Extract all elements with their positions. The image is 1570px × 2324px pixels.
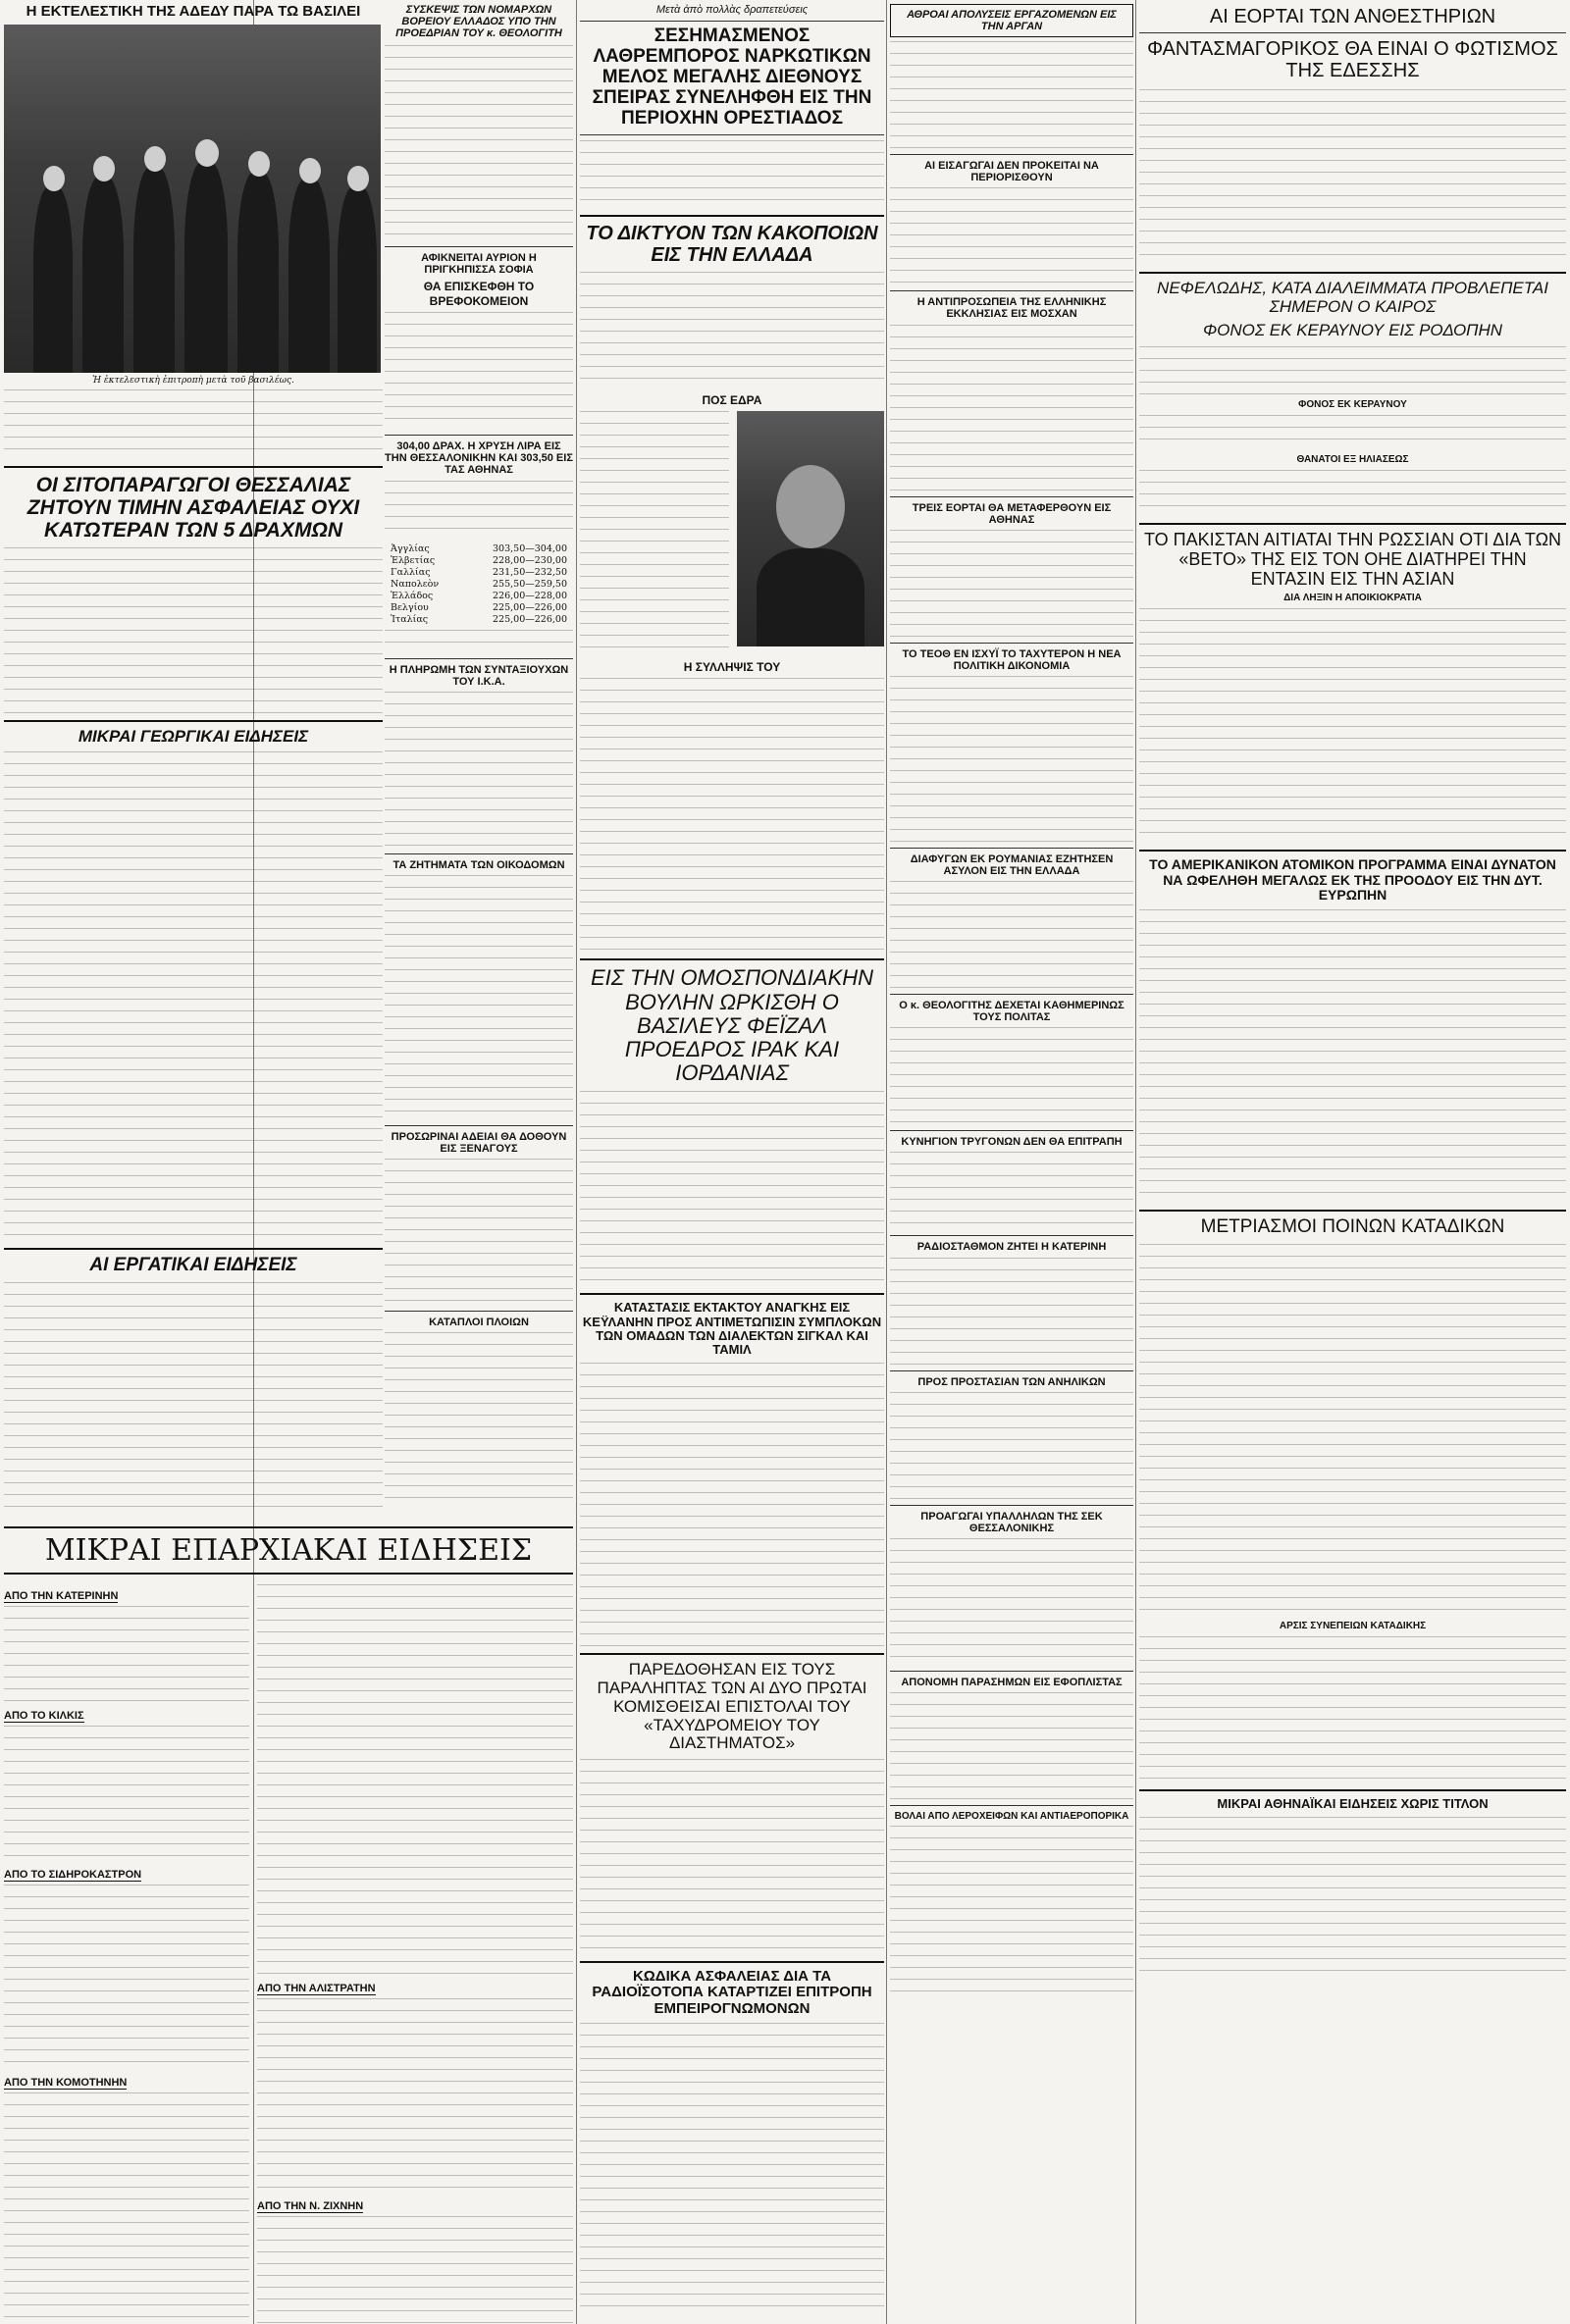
headline: ΚΩΔΙΚΑ ΑΣΦΑΛΕΙΑΣ ΔΙΑ ΤΑ ΡΑΔΙΟΪΣΟΤΟΠΑ ΚΑΤΑΡΤΙΖΕΙ ΕΠΙΤΡΟΠΗ ΕΜΠΕΙΡΟΓΝΩΜΟΝΩΝ bbox=[592, 1967, 872, 2017]
kicker: Μετὰ ἀπὸ πολλὰς δραπετεύσεις bbox=[655, 4, 809, 16]
currency-name: Ἑλλάδος bbox=[391, 590, 434, 601]
gold-price-row bbox=[391, 591, 567, 602]
headline: ΠΡΟΣ ΠΡΟΣΤΑΣΙΑΝ ΤΩΝ ΑΝΗΛΙΚΩΝ bbox=[917, 1375, 1106, 1388]
headline: ΤΡΕΙΣ ΕΟΡΤΑΙ ΘΑ ΜΕΤΑΦΕΡΘΟΥΝ ΕΙΣ ΑΘΗΝΑΣ bbox=[912, 501, 1112, 526]
headline: ΣΕΣΗΜΑΣΜΕΝΟΣ ΛΑΘΡΕΜΠΟΡΟΣ ΝΑΡΚΩΤΙΚΩΝ ΜΕΛΟΣ ΜΕΓΑΛΗΣ ΔΙΕΘΝΟΥΣ ΣΠΕΙΡΑΣ ΣΥΝΕΛΗΦΘΗ ΕΙΣ ΤΗΝ ΠΕΡΙΟΧΗΝ ΟΡΕΣΤΙΑΔΟΣ bbox=[592, 26, 872, 129]
provincial-news bbox=[4, 1521, 573, 1580]
currency-price: 225,00—226,00 bbox=[493, 601, 567, 613]
headline: Η ΕΚΤΕΛΕΣΤΙΚΗ ΤΗΣ ΑΔΕΔΥ ΠΑΡΑ ΤΩ ΒΑΣΙΛΕΙ bbox=[26, 3, 361, 20]
headline: ΜΙΚΡΑΙ ΑΘΗΝΑΪΚΑΙ ΕΙΔΗΣΕΙΣ ΧΩΡΙΣ ΤΙΤΛΟΝ bbox=[1217, 1795, 1489, 1811]
currency-price: 303,50—304,00 bbox=[493, 542, 567, 554]
headline: ΚΑΤΑΣΤΑΣΙΣ ΕΚΤΑΚΤΟΥ ΑΝΑΓΚΗΣ ΕΙΣ ΚΕΫΛΑΝΗΝ ΠΡΟΣ ΑΝΤΙΜΕΤΩΠΙΣΙΝ ΣΥΜΠΛΟΚΩΝ ΤΩΝ ΟΜΑΔΩΝ ΤΩΝ ΔΙΑΛΕΚΤΩΝ ΣΙΓΚΑΛ ΚΑΙ ΤΑΜΙΛ bbox=[582, 1300, 882, 1358]
headline: 304,00 ΔΡΑΧ. Η ΧΡΥΣΗ ΛΙΡΑ ΕΙΣ ΤΗΝ ΘΕΣΣΑΛΟΝΙΚΗΝ ΚΑΙ 303,50 ΕΙΣ ΤΑΣ ΑΘΗΝΑΣ bbox=[385, 440, 573, 477]
headline: ΡΑΔΙΟΣΤΑΘΜΟΝ ΖΗΤΕΙ Η ΚΑΤΕΡΙΝΗ bbox=[916, 1241, 1107, 1254]
currency-name: Ἀγγλίας bbox=[391, 542, 430, 554]
section-tag: ΑΠΟ ΤΗΝ ΚΟΜΟΤΗΝΗΝ bbox=[4, 2077, 128, 2089]
headline: ΔΙΑΦΥΓΩΝ ΕΚ ΡΟΥΜΑΝΙΑΣ ΕΖΗΤΗΣΕΝ ΑΣΥΛΟΝ ΕΙΣ ΤΗΝ ΕΛΛΑΔΑ bbox=[910, 852, 1114, 878]
gold-price-table bbox=[391, 543, 567, 626]
headline: ΤΑ ΖΗΤΗΜΑΤΑ ΤΩΝ ΟΙΚΟΔΟΜΩΝ bbox=[392, 858, 565, 871]
gold-price-row bbox=[391, 543, 567, 555]
section-tag: ΑΠΟ ΤΗΝ Ν. ΖΙΧΝΗΝ bbox=[257, 2200, 364, 2212]
column-rule bbox=[1135, 0, 1136, 2324]
portrait-photo bbox=[737, 411, 884, 646]
currency-price: 228,00—230,00 bbox=[493, 554, 567, 566]
headline: ΑΦΙΚΝΕΙΤΑΙ ΑΥΡΙΟΝ Η ΠΡΙΓΚΗΠΙΣΣΑ ΣΟΦΙΑ bbox=[421, 252, 537, 277]
subheadline: ΦΟΝΟΣ ΕΚ ΚΕΡΑΥΝΟΥ bbox=[1298, 399, 1407, 411]
headline: ΦΟΝΟΣ ΕΚ ΚΕΡΑΥΝΟΥ ΕΙΣ ΡΟΔΟΠΗΝ bbox=[1202, 321, 1503, 340]
gold-price-row bbox=[391, 555, 567, 567]
photo-caption: Ἡ ἐκτελεστικὴ ἐπιτροπὴ μετὰ τοῦ βασιλέως. bbox=[92, 375, 294, 386]
gold-price-row bbox=[391, 614, 567, 626]
headline: ΠΡΟΑΓΩΓΑΙ ΥΠΑΛΛΗΛΩΝ ΤΗΣ ΣΕΚ ΘΕΣΣΑΛΟΝΙΚΗΣ bbox=[920, 1510, 1103, 1534]
column-2 bbox=[385, 0, 573, 1509]
headline: ΚΥΝΗΓΙΟΝ ΤΡΥΓΟΝΩΝ ΔΕΝ ΘΑ ΕΠΙΤΡΑΠΗ bbox=[901, 1136, 1123, 1149]
currency-price: 225,00—226,00 bbox=[493, 613, 567, 625]
currency-price: 231,50—232,50 bbox=[493, 566, 567, 578]
subheadline: ΑΡΣΙΣ ΣΥΝΕΠΕΙΩΝ ΚΑΤΑΔΙΚΗΣ bbox=[1279, 1620, 1427, 1631]
subheadline: Η ΣΥΛΛΗΨΙΣ ΤΟΥ bbox=[683, 659, 781, 674]
currency-price: 226,00—228,00 bbox=[493, 590, 567, 601]
headline: ΠΡΟΣΩΡΙΝΑΙ ΑΔΕΙΑΙ ΘΑ ΔΟΘΟΥΝ ΕΙΣ ΞΕΝΑΓΟΥΣ bbox=[391, 1130, 567, 1155]
headline: ΜΙΚΡΑΙ ΓΕΩΡΓΙΚΑΙ ΕΙΔΗΣΕΙΣ bbox=[78, 726, 309, 746]
headline: ΑΠΟΝΟΜΗ ΠΑΡΑΣΗΜΩΝ ΕΙΣ ΕΦΟΠΛΙΣΤΑΣ bbox=[901, 1676, 1123, 1688]
gold-price-row bbox=[391, 579, 567, 591]
headline: ΦΑΝΤΑΣΜΑΓΟΡΙΚΟΣ ΘΑ ΕΙΝΑΙ Ο ΦΩΤΙΣΜΟΣ ΤΗΣ ΕΔΕΣΣΗΣ bbox=[1147, 38, 1558, 81]
currency-name: Ἰταλίας bbox=[391, 613, 429, 625]
article-body bbox=[4, 389, 383, 460]
headline: ΟΙ ΣΙΤΟΠΑΡΑΓΩΓΟΙ ΘΕΣΣΑΛΙΑΣ ΖΗΤΟΥΝ ΤΙΜΗΝ ΑΣΦΑΛΕΙΑΣ ΟΥΧΙ ΚΑΤΩΤΕΡΑΝ ΤΩΝ 5 ΔΡΑΧΜΩΝ bbox=[26, 473, 360, 542]
currency-price: 255,50—259,50 bbox=[493, 578, 567, 590]
section-tag: ΑΠΟ ΤΟ ΚΙΛΚΙΣ bbox=[4, 1710, 84, 1722]
article-body bbox=[4, 751, 383, 1242]
news-photo bbox=[4, 25, 381, 373]
headline: Η ΑΝΤΙΠΡΟΣΩΠΕΙΑ ΤΗΣ ΕΛΛΗΝΙΚΗΣ ΕΚΚΛΗΣΙΑΣ ΕΙΣ ΜΟΣΧΑΝ bbox=[916, 296, 1107, 321]
provincial-column bbox=[4, 1584, 249, 2318]
subheadline: ΔΙΑ ΛΗΞΙΝ Η ΑΠΟΙΚΙΟΚΡΑΤΙΑ bbox=[1283, 593, 1422, 604]
headline: ΚΑΤΑΠΛΟΙ ΠΛΟΙΩΝ bbox=[429, 1317, 529, 1328]
article-body bbox=[4, 547, 383, 714]
headline: ΒΟΛΑΙ ΑΠΟ ΛΕΡΟΧΕΙΦΩΝ ΚΑΙ ΑΝΤΙΑΕΡΟΠΟΡΙΚΑ bbox=[894, 1810, 1129, 1822]
headline: ΣΥΣΚΕΨΙΣ ΤΩΝ ΝΟΜΑΡΧΩΝ ΒΟΡΕΙΟΥ ΕΛΛΑΔΟΣ ΥΠΟ ΤΗΝ ΠΡΟΕΔΡΙΑΝ ΤΟΥ κ. ΘΕΟΛΟΓΙΤΗ bbox=[395, 4, 562, 40]
section-tag: ΑΠΟ ΤΟ ΣΙΔΗΡΟΚΑΣΤΡΟΝ bbox=[4, 1869, 142, 1881]
article-body bbox=[4, 1282, 383, 1508]
gold-price-row bbox=[391, 602, 567, 614]
column-1 bbox=[4, 0, 383, 1508]
headline: ΠΑΡΕΔΟΘΗΣΑΝ ΕΙΣ ΤΟΥΣ ΠΑΡΑΛΗΠΤΑΣ ΤΩΝ ΑΙ ΔΥΟ ΠΡΩΤΑΙ ΚΟΜΙΣΘΕΙΣΑΙ ΕΠΙΣΤΟΛΑΙ ΤΟΥ «ΤΑΧΥΔΡΟΜΕΙΟΥ ΤΟΥ ΔΙΑΣΤΗΜΑΤΟΣ» bbox=[597, 1660, 867, 1753]
section-tag: ΑΠΟ ΤΗΝ ΑΛΙΣΤΡΑΤΗΝ bbox=[257, 1983, 376, 1994]
headline: ΤΟ ΑΜΕΡΙΚΑΝΙΚΟΝ ΑΤΟΜΙΚΟΝ ΠΡΟΓΡΑΜΜΑ ΕΙΝΑΙ ΔΥΝΑΤΟΝ ΝΑ ΩΦΕΛΗΘΗ ΜΕΓΑΛΩΣ ΕΚ ΤΗΣ ΠΡΟΟΔΟΥ ΕΙΣ ΤΗΝ ΔΥΤ. ΕΥΡΩΠΗΝ bbox=[1149, 856, 1556, 904]
headline: ΜΙΚΡΑΙ ΕΠΑΡΧΙΑΚΑΙ ΕΙΔΗΣΕΙΣ bbox=[44, 1533, 533, 1568]
headline: ΑΙ ΕΡΓΑΤΙΚΑΙ ΕΙΔΗΣΕΙΣ bbox=[89, 1255, 297, 1276]
subheadline: ΘΑΝΑΤΟΙ ΕΞ ΗΛΙΑΣΕΩΣ bbox=[1296, 454, 1409, 466]
column-rule bbox=[576, 0, 577, 2324]
column-rule bbox=[886, 0, 887, 2324]
subheadline: ΠΟΣ ΕΔΡΑ bbox=[702, 392, 762, 407]
provincial-column-2 bbox=[257, 1584, 573, 2324]
gold-price-row bbox=[391, 567, 567, 579]
headline: ΤΟ ΔΙΚΤΥΟΝ ΤΩΝ ΚΑΚΟΠΟΙΩΝ ΕΙΣ ΤΗΝ ΕΛΛΑΔΑ bbox=[586, 222, 878, 266]
section-tag: ΑΠΟ ΤΗΝ ΚΑΤΕΡΙΝΗΝ bbox=[4, 1590, 119, 1602]
headline: ΤΟ ΠΑΚΙΣΤΑΝ ΑΙΤΙΑΤΑΙ ΤΗΝ ΡΩΣΣΙΑΝ ΟΤΙ ΔΙΑ ΤΩΝ «ΒΕΤΟ» ΤΗΣ ΕΙΣ ΤΟΝ ΟΗΕ ΔΙΑΤΗΡΕΙ ΤΗΝ ΕΝΤΑΣΙΝ ΕΙΣ ΤΗΝ ΑΣΙΑΝ bbox=[1143, 530, 1562, 589]
currency-name: Βελγίου bbox=[391, 601, 429, 613]
currency-name: Ἑλβετίας bbox=[391, 554, 436, 566]
headline: ΝΕΦΕΛΩΔΗΣ, ΚΑΤΑ ΔΙΑΛΕΙΜΜΑΤΑ ΠΡΟΒΛΕΠΕΤΑΙ ΣΗΜΕΡΟΝ Ο ΚΑΙΡΟΣ bbox=[1157, 279, 1548, 316]
headline: ΜΕΤΡΙΑΣΜΟΙ ΠΟΙΝΩΝ ΚΑΤΑΔΙΚΩΝ bbox=[1200, 1215, 1505, 1237]
headline: ΤΟ ΤΕΟΘ ΕΝ ΙΣΧΥΪ ΤΟ ΤΑΧΥΤΕΡΟΝ Η ΝΕΑ ΠΟΛΙΤΙΚΗ ΔΙΚΟΝΟΜΙΑ bbox=[902, 647, 1122, 672]
headline: ΑΙ ΕΟΡΤΑΙ ΤΩΝ ΑΝΘΕΣΤΗΡΙΩΝ bbox=[1209, 6, 1496, 27]
subheadline: ΘΑ ΕΠΙΣΚΕΦΘΗ ΤΟ ΒΡΕΦΟΚΟΜΕΙΟΝ bbox=[423, 280, 535, 308]
headline: ΑΘΡΟΑΙ ΑΠΟΛΥΣΕΙΣ ΕΡΓΑΖΟΜΕΝΩΝ ΕΙΣ ΤΗΝ ΑΡΓΑΝ bbox=[907, 9, 1117, 33]
headline: ΑΙ ΕΙΣΑΓΩΓΑΙ ΔΕΝ ΠΡΟΚΕΙΤΑΙ ΝΑ ΠΕΡΙΟΡΙΣΘΟΥΝ bbox=[924, 160, 1099, 184]
column-5 bbox=[1139, 0, 1566, 1974]
column-3 bbox=[580, 0, 884, 2317]
headline: ΕΙΣ ΤΗΝ ΟΜΟΣΠΟΝΔΙΑΚΗΝ ΒΟΥΛΗΝ ΩΡΚΙΣΘΗ Ο ΒΑΣΙΛΕΥΣ ΦΕΪΖΑΛ ΠΡΟΕΔΡΟΣ ΙΡΑΚ ΚΑΙ ΙΟΡΔΑΝΙΑΣ bbox=[590, 965, 874, 1086]
currency-name: Ναπολεὸν bbox=[391, 578, 440, 590]
currency-name: Γαλλίας bbox=[391, 566, 431, 578]
column-4 bbox=[890, 0, 1133, 2002]
headline: Ο κ. ΘΕΟΛΟΓΙΤΗΣ ΔΕΧΕΤΑΙ ΚΑΘΗΜΕΡΙΝΩΣ ΤΟΥΣ ΠΟΛΙΤΑΣ bbox=[899, 1000, 1125, 1024]
headline: Η ΠΛΗΡΩΜΗ ΤΩΝ ΣΥΝΤΑΞΙΟΥΧΩΝ ΤΟΥ Ι.Κ.Α. bbox=[389, 663, 569, 688]
